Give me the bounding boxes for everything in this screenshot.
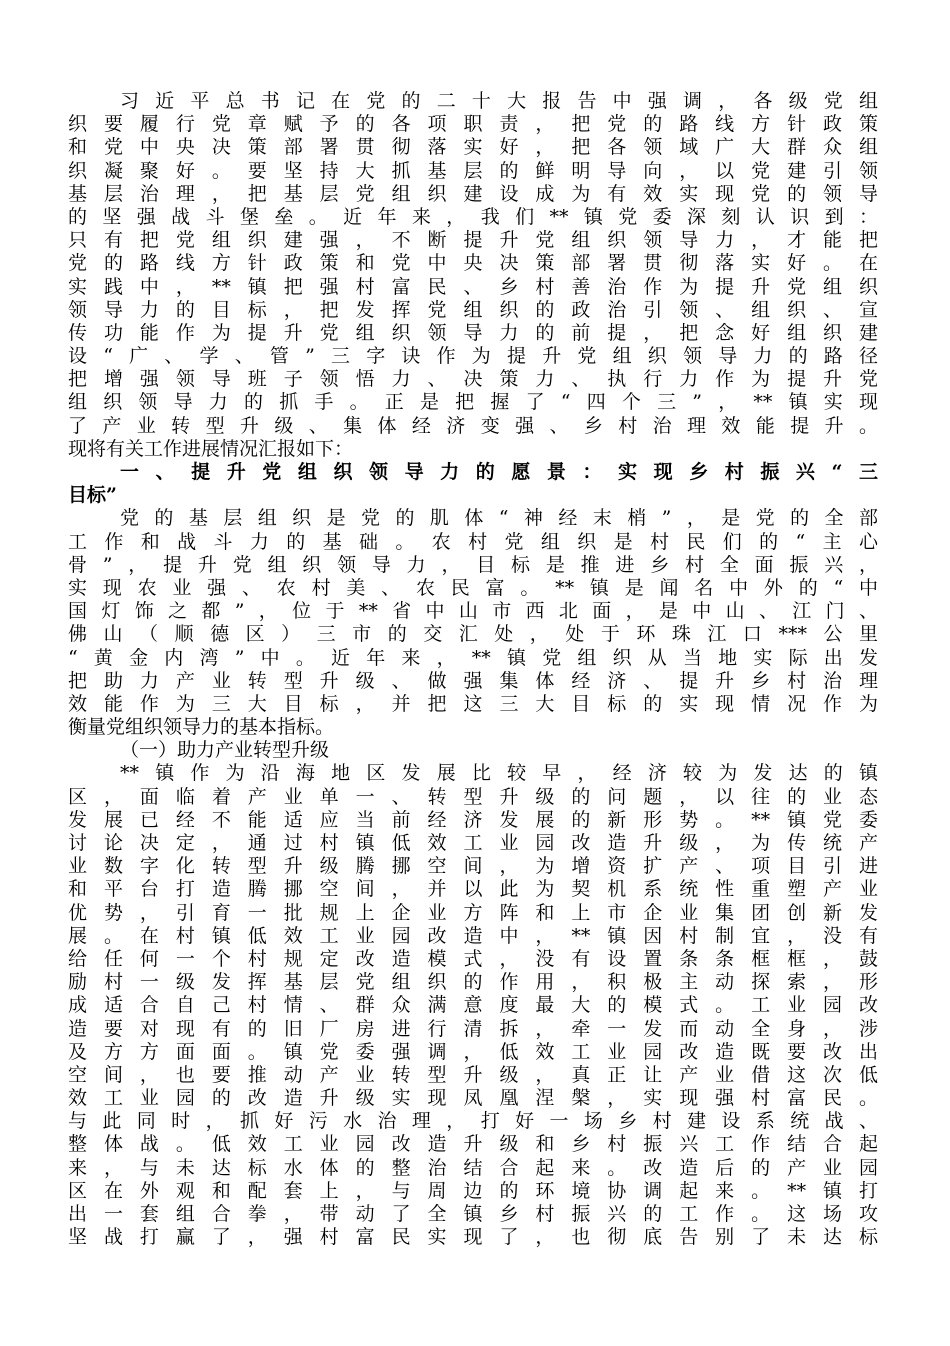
body-text-line: 把助力产业转型升级、做强集体经济、提升乡村治理 (68, 669, 878, 692)
body-text-line: 讨论决定，通过村镇低效工业园改造升级，为传统产 (68, 832, 878, 854)
body-text-line: 展。在村镇低效工业园改造中，**镇因村制宜，没有 (68, 924, 878, 947)
body-text-line: 织要履行党章赋予的各项职责，把党的路线方针政策 (68, 113, 878, 136)
body-text-line: 坚战打赢了，强村富民实现了，也彻底告别了未达标 (68, 1226, 878, 1249)
body-text-line: 衡量党组织领导力的基本指标。 (68, 716, 335, 739)
body-text-line: 业数字化转型升级腾挪空间，为增资扩产、项目引进 (68, 855, 878, 878)
body-text-line: 党的基层组织是党的肌体“神经末梢”，是党的全部 (120, 507, 878, 530)
body-text-line: 基层治理，把基层党组织建设成为有效实现党的领导 (68, 182, 878, 205)
body-text-line: 设“广、学、管”三字诀作为提升党组织领导力的路径 (68, 345, 878, 368)
body-text-line: 成适合自己村情、群众满意度最大的模式。工业园改 (68, 994, 878, 1017)
body-text-line: 实践中，**镇把强村富民、乡村善治作为提升党组织 (68, 275, 878, 298)
body-text-line: 出一套组合拳，带动了全镇乡村振兴的工作。这场攻 (68, 1203, 878, 1225)
body-text-line: 及方方面面。镇党委强调，低效工业园改造既要改出 (68, 1040, 878, 1063)
body-text-line: 和党中央决策部署贯彻落实好，把各领域广大群众组 (68, 136, 878, 159)
body-text-line: 习近平总书记在党的二十大报告中强调，各级党组 (120, 90, 878, 112)
body-text-line: 国灯饰之都”，位于**省中山市西北面，是中山、江门、 (68, 600, 878, 623)
body-text-line: 空间，也要推动产业转型升级，真正让产业借这次低 (68, 1063, 878, 1086)
body-text-line: 党的路线方针政策和党中央决策部署贯彻落实好。在 (68, 252, 878, 275)
body-text-line: 现将有关工作进展情况汇报如下： (68, 437, 354, 460)
body-text-line: 佛山（顺德区）三市的交汇处，处于环珠江口***公里 (68, 623, 878, 646)
body-text-line: 了产业转型升级、集体经济变强、乡村治理效能提升。 (68, 414, 878, 437)
section-heading-line: 目标” (68, 484, 117, 507)
body-text-line: 只有把党组织建强，不断提升党组织领导力，才能把 (68, 229, 878, 252)
body-text-line: “黄金内湾”中。近年来，**镇党组织从当地实际出发 (68, 646, 878, 669)
body-text-line: 整体战。低效工业园改造升级和乡村振兴工作结合起 (68, 1133, 878, 1156)
body-text-line: 骨”，提升党组织领导力，目标是推进乡村全面振兴， (68, 553, 878, 576)
body-text-line: 优势，引育一批规上企业方阵和上市企业集团创新发 (68, 901, 878, 924)
body-text-line: 的坚强战斗堡垒。近年来，我们**镇党委深刻认识到： (68, 205, 878, 228)
body-text-line: 效工业园的改造升级实现凤凰涅槃，实现强村富民。 (68, 1087, 878, 1110)
body-text-line: 发展已经不能适应当前经济发展的新形势。**镇党委 (68, 808, 878, 831)
body-text-line: 励村一级发挥基层党组织的作用，积极主动探索，形 (68, 971, 878, 994)
body-text-line: 效能作为三大目标，并把这三大目标的实现情况作为 (68, 692, 878, 715)
body-text-line: 造要对现有的旧厂房进行清拆，牵一发而动全身，涉 (68, 1017, 878, 1040)
body-text-line: 与此同时，抓好污水治理，打好一场乡村建设系统战、 (68, 1110, 878, 1133)
body-text-line: 把增强领导班子领悟力、决策力、执行力作为提升党 (68, 368, 878, 391)
body-text-line: 区，面临着产业单一、转型升级的问题，以往的业态 (68, 785, 878, 808)
section-heading-line: 一、提升党组织领导力的愿景：实现乡村振兴“三 (120, 461, 878, 483)
body-text-line: 给任何一个村规定改造模式，没有设置条条框框，鼓 (68, 947, 878, 970)
document-body (68, 90, 878, 1249)
body-text-line: 组织领导力的抓手。正是把握了“四个三”，**镇实现 (68, 391, 878, 414)
body-text-line: 领导力的目标，把发挥党组织的政治引领、组织、宣 (68, 298, 878, 321)
subsection-heading-line: （一）助力产业转型升级 (120, 739, 330, 762)
body-text-line: 工作和战斗力的基础。农村党组织是村民们的“主心 (68, 530, 878, 553)
body-text-line: 实现农业强、农村美、农民富。**镇是闻名中外的“中 (68, 576, 878, 599)
body-text-line: 和平台打造腾挪空间，并以此为契机系统性重塑产业 (68, 878, 878, 901)
body-text-line: 区在外观和配套上，与周边的环境协调起来。**镇打 (68, 1179, 878, 1202)
body-text-line: 织凝聚好。要坚持大抓基层的鲜明导向，以党建引领 (68, 159, 878, 182)
body-text-line: 来，与未达标水体的整治结合起来。改造后的产业园 (68, 1156, 878, 1179)
body-text-line: **镇作为沿海地区发展比较早，经济较为发达的镇 (120, 762, 878, 785)
body-text-line: 传功能作为提升党组织领导力的前提，把念好组织建 (68, 321, 878, 344)
